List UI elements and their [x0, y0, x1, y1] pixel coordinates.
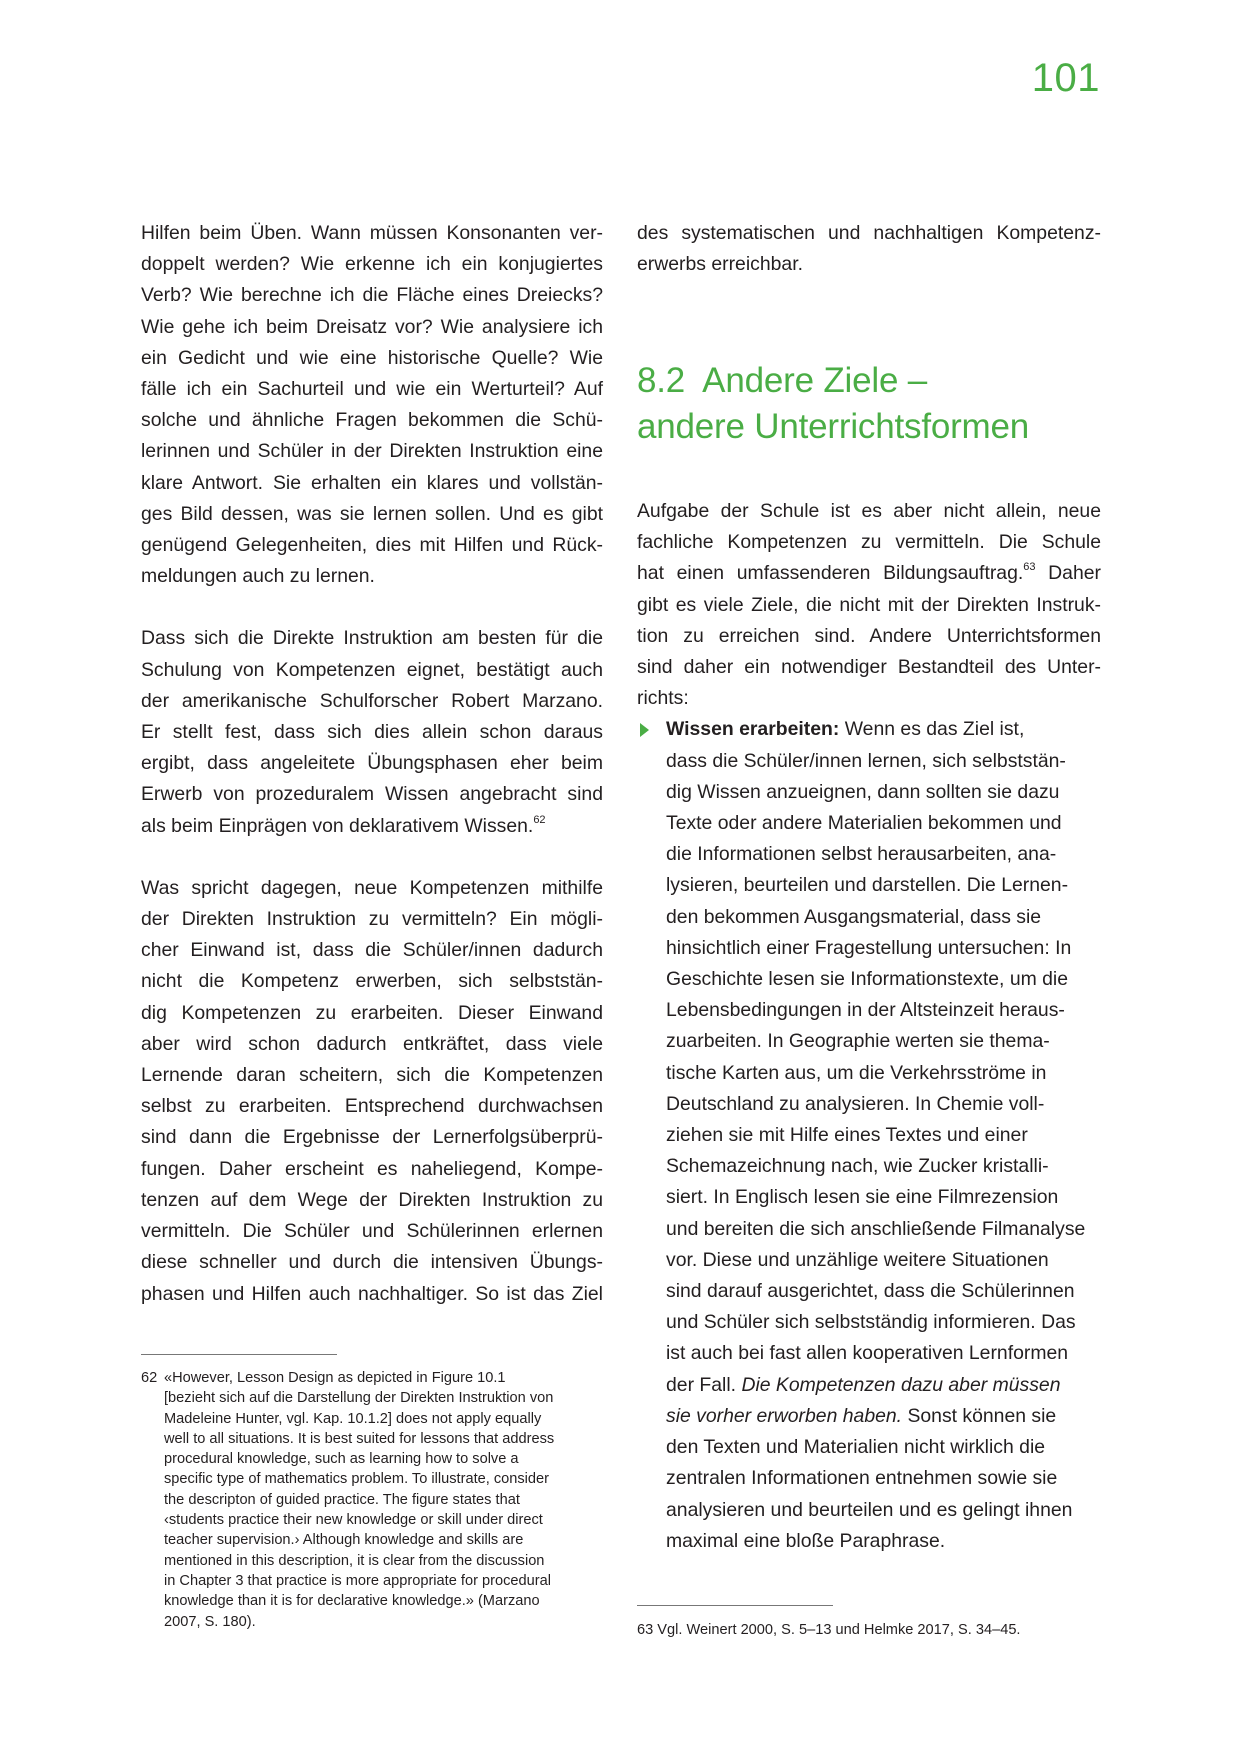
text-line: nicht die Kompetenz erwerben, sich selbststän-	[141, 970, 603, 993]
bullet-wissen-erarbeiten	[637, 714, 1101, 1556]
text-line: tion zu erreichen sind. Andere Unterrichtsformen	[637, 624, 1101, 647]
footnote-line: [bezieht sich auf die Darstellung der Direkten Instruktion von	[164, 1390, 554, 1407]
text-line: fälle ich ein Sachurteil und wie ein Werturteil? Auf	[141, 378, 603, 401]
text-line: cher Einwand ist, dass die Schüler/innen dadurch	[141, 939, 603, 962]
text-line: der Direkten Instruktion zu vermitteln? Ein mögli-	[141, 908, 603, 931]
footnote-line: procedural knowledge, such as learning how to solve a	[164, 1451, 519, 1468]
footnote-number: 62	[141, 1370, 158, 1386]
text-line: maximal eine bloße Paraphrase.	[666, 1529, 946, 1552]
section-heading-line-1: 8.2 Andere Ziele –	[637, 361, 928, 400]
text-line: dig Kompetenzen zu erarbeiten. Dieser Einwand	[141, 1001, 603, 1024]
text-line: und bereiten die sich anschließende Filmanalyse	[666, 1217, 1086, 1240]
text-line: siert. In Englisch lesen sie eine Filmrezension	[666, 1186, 1059, 1209]
footnote-62	[141, 1368, 611, 1632]
page-number: 101	[1031, 56, 1100, 100]
text-line: fungen. Daher erscheint es naheliegend, Kompe-	[141, 1157, 603, 1180]
text-line: Verb? Wie berechne ich die Fläche eines Dreiecks?	[141, 284, 603, 307]
footnote-line: knowledge than it is for declarative knowledge.» (Marzano	[164, 1593, 540, 1610]
text-line: der Fall. Die Kompetenzen dazu aber müssen	[666, 1373, 1061, 1396]
text-line: ist auch bei fast allen kooperativen Lernformen	[666, 1342, 1069, 1365]
text-line: sind daher ein notwendiger Bestandteil des Unter-	[637, 656, 1101, 679]
right-column-body	[637, 496, 1101, 1557]
text-line: fachliche Kompetenzen zu vermitteln. Die Schule	[637, 531, 1101, 554]
text-line: gibt es viele Ziele, die nicht mit der Direkten Instruk-	[637, 593, 1101, 616]
text-line: als beim Einprägen von deklarativem Wissen.$^{62}$	[141, 813, 546, 837]
text-line: der amerikanische Schulforscher Robert Marzano.	[141, 689, 603, 712]
text-line: genügend Gelegenheiten, dies mit Hilfen und Rück-	[141, 534, 603, 557]
text-line: den Texten und Materialien nicht wirklich die	[666, 1436, 1046, 1459]
footnote-63	[637, 1620, 1107, 1640]
footnote-number: 63	[637, 1622, 654, 1638]
text-line: und Schüler sich selbstständig informieren. Das	[666, 1311, 1076, 1334]
text-line: Lebensbedingungen in der Altsteinzeit heraus-	[666, 999, 1065, 1022]
footnote-separator-left	[141, 1354, 337, 1355]
text-line: Geschichte lesen sie Informationstexte, um die	[666, 968, 1069, 991]
triangle-right-icon	[640, 723, 649, 737]
text-line: sind dann die Ergebnisse der Lernerfolgsüberprü-	[141, 1126, 603, 1149]
text-line: Was spricht dagegen, neue Kompetenzen mithilfe	[141, 876, 603, 899]
footnote-text: Vgl. Weinert 2000, S. 5–13 und Helmke 2017, S. 34–45.	[657, 1622, 1021, 1638]
text-line: Erwerb von prozeduralem Wissen angebracht sind	[141, 783, 603, 806]
text-line: Hilfen beim Üben. Wann müssen Konsonanten ver-	[141, 222, 603, 244]
footnote-line: 2007, S. 180).	[164, 1613, 256, 1630]
text-line: analysieren und beurteilen und es gelingt ihnen	[666, 1498, 1073, 1521]
footnote-line: Madeleine Hunter, vgl. Kap. 10.1.2] does not apply equally	[164, 1410, 542, 1427]
text-line: Schemazeichnung nach, wie Zucker kristalli-	[666, 1155, 1049, 1178]
paragraph-intro	[637, 496, 1101, 714]
text-line: zentralen Informationen entnehmen sowie sie	[666, 1467, 1058, 1490]
section-heading-line-2: andere Unterrichtsformen	[637, 407, 1030, 446]
text-line: des systematischen und nachhaltigen Kompetenz-	[637, 222, 1101, 244]
footnote-line: «However, Lesson Design as depicted in Figure 10.1	[164, 1370, 506, 1386]
text-line: erwerbs erreichbar.	[637, 253, 803, 276]
text-line: hat einen umfassenderen Bildungsauftrag.$^{63}$ Daher	[637, 561, 1101, 585]
text-line: doppelt werden? Wie erkenne ich ein konjugiertes	[141, 253, 603, 276]
text-line: Dass sich die Direkte Instruktion am besten für die	[141, 627, 603, 650]
paragraph-marzano	[141, 623, 603, 841]
paragraph-objection	[141, 873, 603, 1310]
footnote-line: specific type of mathematics problem. To illustrate, consider	[164, 1471, 550, 1488]
footnote-separator-right	[637, 1605, 833, 1606]
emphasis-text: Die Kompetenzen dazu aber müssen	[741, 1373, 1061, 1396]
paragraph-questions	[141, 218, 603, 592]
footnote-line: teacher supervision.› Although knowledge and skills are	[164, 1532, 524, 1549]
right-column-continuation	[637, 218, 1101, 280]
text-line: Er stellt fest, dass sich dies allein schon daraus	[141, 721, 603, 744]
text-line: Wissen erarbeiten: Wenn es das Ziel ist,	[666, 718, 1025, 741]
bullet-label: Wissen erarbeiten:	[666, 718, 840, 741]
text-line: ges Bild dessen, was sie lernen sollen. Und es gibt	[141, 502, 603, 525]
text-line: Aufgabe der Schule ist es aber nicht allein, neue	[637, 500, 1101, 522]
text-line: ergibt, dass angeleitete Übungsphasen eher beim	[141, 752, 603, 775]
text-line: vermitteln. Die Schüler und Schülerinnen erlernen	[141, 1220, 603, 1243]
text-line: dass die Schüler/innen lernen, sich selbststän-	[666, 749, 1066, 772]
text-line: lerinnen und Schüler in der Direkten Instruktion eine	[141, 440, 603, 463]
text-line: richts:	[637, 687, 689, 710]
text-line: den bekommen Ausgangsmaterial, dass sie	[666, 905, 1042, 928]
emphasis-text: sie vorher erworben haben.	[666, 1404, 903, 1427]
text-line: phasen und Hilfen auch nachhaltiger. So ist das Ziel	[141, 1282, 603, 1305]
text-line: vor. Diese und unzählige weitere Situationen	[666, 1248, 1049, 1271]
text-line: ein Gedicht und wie eine historische Quelle? Wie	[141, 346, 603, 369]
text-line: dig Wissen anzueignen, dann sollten sie dazu	[666, 780, 1060, 803]
footnote-line: mentioned in this description, it is clear from the discussion	[164, 1552, 545, 1569]
footnote-line: ‹students practice their new knowledge or skill under direct	[164, 1512, 543, 1529]
footnote-line: in Chapter 3 that practice is more appropriate for procedural	[164, 1572, 551, 1589]
text-line: ziehen sie mit Hilfe eines Textes und einer	[666, 1124, 1028, 1147]
text-line: meldungen auch zu lernen.	[141, 565, 375, 588]
text-line: tenzen auf dem Wege der Direkten Instruktion zu	[141, 1188, 603, 1211]
text-line: diese schneller und durch die intensiven Übungs-	[141, 1251, 603, 1274]
text-line: zuarbeiten. In Geographie werten sie thema-	[666, 1030, 1050, 1053]
footnote-ref-62[interactable]: 62	[533, 813, 546, 826]
text-line: selbst zu erarbeiten. Entsprechend durchwachsen	[141, 1095, 603, 1118]
text-line: die Informationen selbst herausarbeiten, ana-	[666, 843, 1057, 866]
text-line: sind darauf ausgerichtet, dass die Schülerinnen	[666, 1280, 1075, 1303]
text-line: Deutschland zu analysieren. In Chemie voll-	[666, 1092, 1045, 1115]
text-line: hinsichtlich einer Fragestellung untersuchen: In	[666, 936, 1072, 959]
text-line: aber wird schon dadurch entkräftet, dass viele	[141, 1032, 603, 1055]
text-line: Wie gehe ich beim Dreisatz vor? Wie analysiere ich	[141, 315, 603, 338]
left-column	[141, 218, 603, 1310]
text-line: solche und ähnliche Fragen bekommen die Schü-	[141, 409, 603, 432]
text-line: Texte oder andere Materialien bekommen und	[666, 812, 1062, 835]
paragraph-continuation	[637, 218, 1101, 280]
text-line: lysieren, beurteilen und darstellen. Die Lernen-	[666, 874, 1069, 897]
footnote-line: the descripton of guided practice. The figure states that	[164, 1491, 520, 1508]
text-line: klare Antwort. Sie erhalten ein klares und vollstän-	[141, 471, 603, 494]
text-line: sie vorher erworben haben. Sonst können sie	[666, 1404, 1057, 1427]
text-line: Lernende daran scheitern, sich die Kompetenzen	[141, 1064, 603, 1087]
section-heading	[637, 358, 1029, 450]
footnote-line: well to all situations. It is best suited for lessons that address	[164, 1430, 555, 1447]
text-line: tische Karten aus, um die Verkehrsströme in	[666, 1061, 1047, 1084]
text-line: Schulung von Kompetenzen eignet, bestätigt auch	[141, 658, 603, 681]
footnote-ref-63[interactable]: 63	[1023, 561, 1036, 574]
